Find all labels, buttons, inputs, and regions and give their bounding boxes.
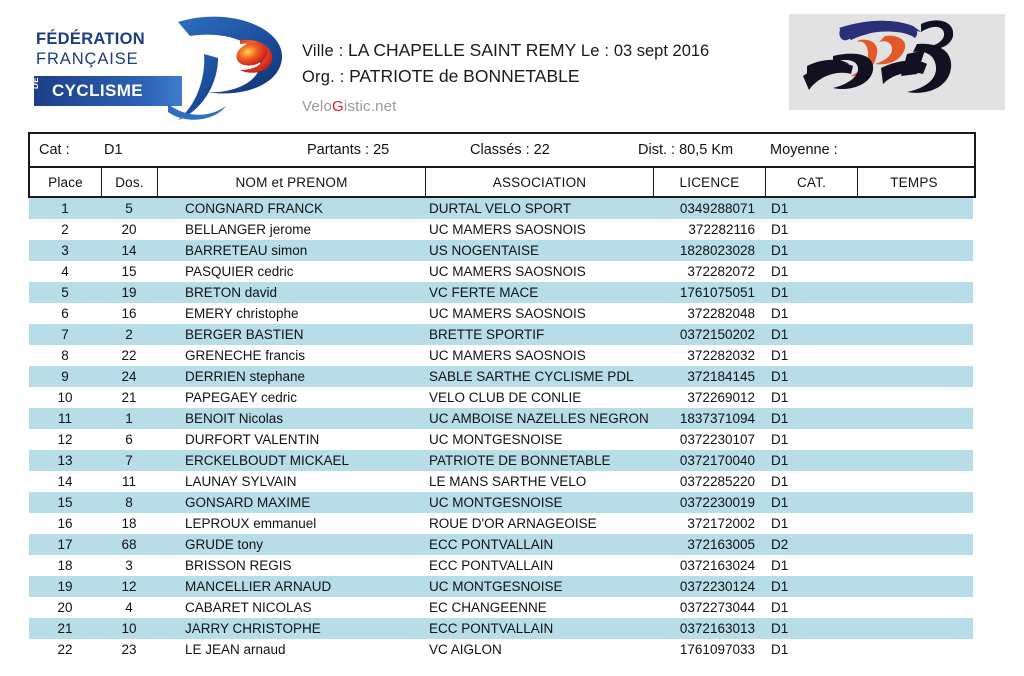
cell-place: 21 xyxy=(57,621,73,636)
cell-licence: 1761097033 xyxy=(679,642,755,657)
table-row xyxy=(29,639,973,660)
cell-nom: DURFORT VALENTIN xyxy=(185,432,320,447)
cell-nom: GRENECHE francis xyxy=(185,348,306,363)
cell-cat: D1 xyxy=(771,600,789,615)
cell-nom: PASQUIER cedric xyxy=(185,264,294,279)
club-logo xyxy=(789,14,1005,110)
cell-dos: 16 xyxy=(121,306,137,321)
cell-place: 9 xyxy=(61,369,69,384)
cell-place: 15 xyxy=(57,495,73,510)
table-row xyxy=(29,240,973,261)
cell-dos: 15 xyxy=(121,264,137,279)
cell-licence: 0372230124 xyxy=(679,579,755,594)
cell-dos: 12 xyxy=(121,579,137,594)
cell-asso: ECC PONTVALLAIN xyxy=(429,621,554,636)
ffc-logo-line2: FRANÇAISE xyxy=(36,50,139,68)
cell-asso: UC MONTGESNOISE xyxy=(429,432,563,447)
ville-label: Ville : xyxy=(302,42,344,60)
cell-place: 5 xyxy=(61,285,69,300)
cell-cat: D1 xyxy=(771,516,789,531)
cell-asso: UC MAMERS SAOSNOIS xyxy=(429,222,586,237)
cell-asso: UC MONTGESNOISE xyxy=(429,495,563,510)
cell-asso: UC MAMERS SAOSNOIS xyxy=(429,348,586,363)
cell-licence: 372172002 xyxy=(687,516,755,531)
cell-cat: D1 xyxy=(771,432,789,447)
cell-asso: UC MAMERS SAOSNOIS xyxy=(429,264,586,279)
cell-licence: 1828023028 xyxy=(679,243,755,258)
table-row xyxy=(29,219,973,240)
table-row xyxy=(29,282,973,303)
cell-dos: 6 xyxy=(125,432,133,447)
cell-cat: D1 xyxy=(771,579,789,594)
cell-cat: D1 xyxy=(771,495,789,510)
cell-cat: D1 xyxy=(771,264,789,279)
ffc-logo-cyclisme: CYCLISME xyxy=(52,81,144,100)
column-header-cat: CAT. xyxy=(766,168,858,196)
watermark-prefix: Velo xyxy=(302,98,332,115)
cell-licence: 372184145 xyxy=(687,369,755,384)
cell-asso: VELO CLUB DE CONLIE xyxy=(429,390,582,405)
cell-cat: D1 xyxy=(771,453,789,468)
cell-licence: 372282116 xyxy=(688,222,755,237)
cell-cat: D1 xyxy=(771,642,789,657)
cell-nom: LE JEAN arnaud xyxy=(185,642,286,657)
cell-asso: US NOGENTAISE xyxy=(429,243,540,258)
cell-licence: 1761075051 xyxy=(679,285,755,300)
table-row xyxy=(29,618,973,639)
ffc-logo-line1: FÉDÉRATION xyxy=(36,30,146,48)
cell-asso: UC MAMERS SAOSNOIS xyxy=(429,306,586,321)
cell-dos: 21 xyxy=(121,390,137,405)
cell-dos: 20 xyxy=(121,222,137,237)
ffc-logo xyxy=(26,18,286,113)
cell-licence: 0372170040 xyxy=(679,453,755,468)
document-header xyxy=(0,0,1024,124)
table-row xyxy=(29,555,973,576)
cell-place: 4 xyxy=(61,264,69,279)
cell-dos: 4 xyxy=(125,600,133,615)
org-value: PATRIOTE de BONNETABLE xyxy=(349,66,580,86)
cell-place: 14 xyxy=(57,474,73,489)
cell-dos: 14 xyxy=(121,243,137,258)
cell-cat: D1 xyxy=(771,348,789,363)
cat-label: Cat : xyxy=(39,142,70,158)
table-row xyxy=(29,198,973,219)
cell-dos: 5 xyxy=(125,201,133,216)
cell-licence: 0372163024 xyxy=(679,558,755,573)
cell-place: 2 xyxy=(61,222,69,237)
watermark-g: G xyxy=(332,98,344,115)
cell-nom: GONSARD MAXIME xyxy=(185,495,311,510)
cell-cat: D1 xyxy=(771,327,789,342)
table-row xyxy=(29,492,973,513)
cell-licence: 0372273044 xyxy=(679,600,755,615)
cell-dos: 19 xyxy=(121,285,137,300)
cell-nom: BRETON david xyxy=(185,285,278,300)
cell-asso: VC FERTE MACE xyxy=(429,285,539,300)
cell-cat: D1 xyxy=(771,558,789,573)
table-row xyxy=(29,471,973,492)
ffc-logo-de: DE xyxy=(31,76,40,89)
cell-nom: BARRETEAU simon xyxy=(185,243,308,258)
cell-cat: D1 xyxy=(771,285,789,300)
cell-place: 11 xyxy=(57,411,72,426)
cell-dos: 22 xyxy=(121,348,137,363)
cell-dos: 11 xyxy=(121,474,136,489)
cell-asso: LE MANS SARTHE VELO xyxy=(429,474,587,489)
cell-asso: BRETTE SPORTIF xyxy=(429,327,545,342)
date-value: 03 sept 2016 xyxy=(613,42,710,60)
table-row xyxy=(29,513,973,534)
partants-value: Partants : 25 xyxy=(307,142,390,158)
cell-asso: DURTAL VELO SPORT xyxy=(429,201,572,216)
cell-asso: UC MONTGESNOISE xyxy=(429,579,563,594)
cell-place: 17 xyxy=(57,537,73,552)
cell-asso: PATRIOTE DE BONNETABLE xyxy=(429,453,611,468)
cell-asso: ECC PONTVALLAIN xyxy=(429,558,554,573)
cell-nom: EMERY christophe xyxy=(185,306,299,321)
cell-dos: 18 xyxy=(121,516,137,531)
cell-dos: 1 xyxy=(125,411,133,426)
cell-place: 20 xyxy=(57,600,73,615)
results-table xyxy=(28,132,976,660)
event-ville-line xyxy=(302,38,709,64)
cell-licence: 0372150202 xyxy=(679,327,755,342)
cell-nom: PAPEGAEY cedric xyxy=(185,390,298,405)
column-header-place: Place xyxy=(30,168,102,196)
cell-cat: D1 xyxy=(771,411,789,426)
column-header-licence: LICENCE xyxy=(654,168,766,196)
table-body xyxy=(29,198,973,660)
ville-value: LA CHAPELLE SAINT REMY xyxy=(348,40,577,60)
table-row xyxy=(29,261,973,282)
cell-licence: 0349288071 xyxy=(679,201,755,216)
table-row xyxy=(29,576,973,597)
cell-asso: SABLE SARTHE CYCLISME PDL xyxy=(429,369,634,384)
column-header-nom: NOM et PRENOM xyxy=(158,168,426,196)
cell-licence: 372282032 xyxy=(687,348,755,363)
table-row xyxy=(29,324,973,345)
table-row xyxy=(29,345,973,366)
cell-cat: D1 xyxy=(771,201,789,216)
cell-place: 6 xyxy=(61,306,69,321)
ffc-swoosh-icon xyxy=(144,14,294,126)
cell-place: 13 xyxy=(57,453,73,468)
cell-cat: D1 xyxy=(771,222,789,237)
cell-nom: MANCELLIER ARNAUD xyxy=(185,579,332,594)
column-header-dos: Dos. xyxy=(102,168,158,196)
table-row xyxy=(29,387,973,408)
cell-asso: UC AMBOISE NAZELLES NEGRON xyxy=(429,411,649,426)
cell-place: 18 xyxy=(57,558,73,573)
table-row xyxy=(29,303,973,324)
table-row xyxy=(29,408,973,429)
cell-dos: 7 xyxy=(125,453,133,468)
cell-nom: BENOIT Nicolas xyxy=(185,411,284,426)
cell-asso: EC CHANGEENNE xyxy=(429,600,547,615)
cell-nom: CABARET NICOLAS xyxy=(185,600,312,615)
org-label: Org. : xyxy=(302,68,345,86)
cell-dos: 10 xyxy=(121,621,137,636)
table-row xyxy=(29,450,973,471)
cell-cat: D2 xyxy=(771,537,789,552)
cell-nom: BRISSON REGIS xyxy=(185,558,292,573)
cell-cat: D1 xyxy=(771,369,789,384)
watermark-suffix: istic.net xyxy=(343,98,397,115)
distance-value: Dist. : 80,5 Km xyxy=(638,142,734,158)
table-row xyxy=(29,597,973,618)
cell-licence: 372282072 xyxy=(687,264,755,279)
cell-dos: 8 xyxy=(125,495,133,510)
column-header-temps: TEMPS xyxy=(890,174,938,190)
cell-cat: D1 xyxy=(771,621,789,636)
cell-nom: ERCKELBOUDT MICKAEL xyxy=(185,453,350,468)
race-info-bar xyxy=(28,132,976,168)
table-row xyxy=(29,366,973,387)
cell-dos: 68 xyxy=(121,537,137,552)
cell-dos: 3 xyxy=(125,558,133,573)
cell-nom: LAUNAY SYLVAIN xyxy=(185,474,297,489)
cell-place: 1 xyxy=(61,201,69,216)
event-org-line xyxy=(302,64,709,90)
table-header-row xyxy=(28,168,976,198)
cell-nom: DERRIEN stephane xyxy=(185,369,306,384)
cell-place: 10 xyxy=(57,390,73,405)
cyclist-logo-icon xyxy=(789,14,1005,110)
cell-dos: 23 xyxy=(121,642,137,657)
cell-place: 12 xyxy=(57,432,73,447)
table-row xyxy=(29,429,973,450)
cell-cat: D1 xyxy=(771,390,789,405)
cell-place: 8 xyxy=(61,348,69,363)
cell-dos: 2 xyxy=(125,327,133,342)
classes-value: Classés : 22 xyxy=(470,142,550,158)
cell-place: 16 xyxy=(57,516,73,531)
cell-licence: 372163005 xyxy=(687,537,755,552)
cell-place: 7 xyxy=(61,327,69,342)
cell-licence: 372282048 xyxy=(687,306,755,321)
cell-nom: JARRY CHRISTOPHE xyxy=(185,621,321,636)
cell-cat: D1 xyxy=(771,243,789,258)
cell-asso: ROUE D'OR ARNAGEOISE xyxy=(429,516,597,531)
cell-cat: D1 xyxy=(771,306,789,321)
cell-cat: D1 xyxy=(771,474,789,489)
cell-licence: 0372163013 xyxy=(679,621,755,636)
cell-licence: 0372230107 xyxy=(679,432,755,447)
cat-value: D1 xyxy=(104,142,123,158)
cell-place: 3 xyxy=(61,243,69,258)
cell-dos: 24 xyxy=(121,369,137,384)
cell-nom: BELLANGER jerome xyxy=(185,222,312,237)
cell-nom: GRUDE tony xyxy=(185,537,264,552)
cell-licence: 0372285220 xyxy=(679,474,755,489)
cell-place: 19 xyxy=(57,579,73,594)
table-row xyxy=(29,534,973,555)
column-header-association: ASSOCIATION xyxy=(426,168,654,196)
cell-nom: BERGER BASTIEN xyxy=(185,327,304,342)
date-label: Le : xyxy=(580,42,610,60)
cell-licence: 372269012 xyxy=(687,390,755,405)
cell-licence: 0372230019 xyxy=(679,495,755,510)
cell-asso: VC AIGLON xyxy=(429,642,502,657)
cell-asso: ECC PONTVALLAIN xyxy=(429,537,554,552)
cell-nom: LEPROUX emmanuel xyxy=(185,516,317,531)
event-info xyxy=(302,38,709,115)
velogistic-watermark xyxy=(302,98,709,115)
moyenne-value: Moyenne : xyxy=(770,142,838,158)
cell-place: 22 xyxy=(57,642,73,657)
cell-nom: CONGNARD FRANCK xyxy=(185,201,324,216)
cell-licence: 1837371094 xyxy=(679,411,755,426)
